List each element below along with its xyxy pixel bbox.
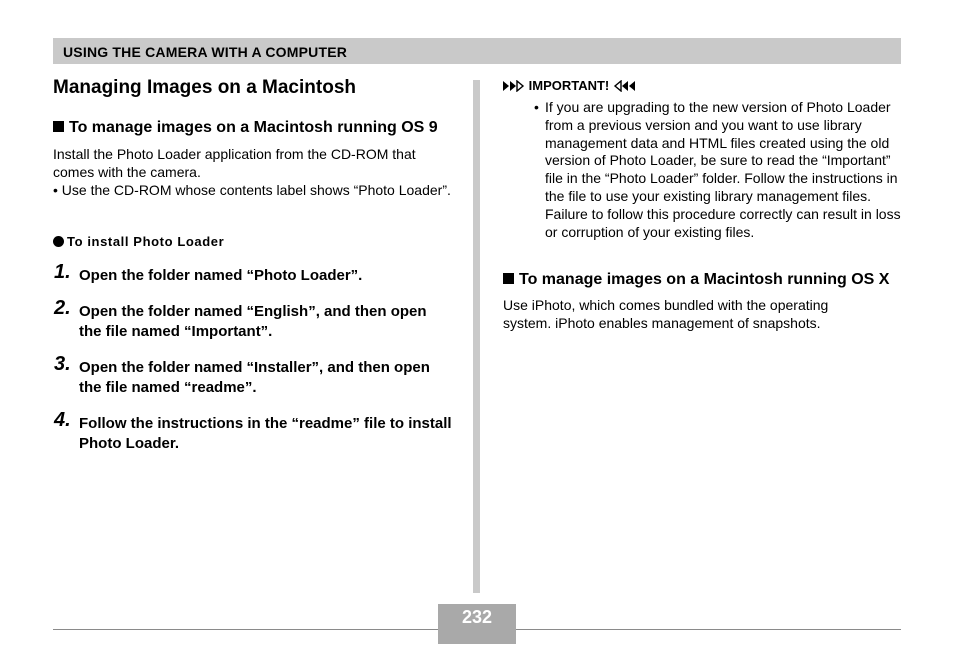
step-1 [53, 261, 453, 286]
page-number: 232 [461, 607, 493, 627]
important-bullet-text: If you are upgrading to the new version of Photo Loader from a previous version and you want to use library management data and HTML files created using the old version of Photo Loader, be sure to read the “Important” file in the “Photo Loader” folder. Follow the instructions in the file to use your existing library management files. Failure to follow this procedure correctly can result in loss or corruption of your existing files. [545, 99, 901, 240]
section-heading-osx-text: To manage images on a Macintosh running OS X [519, 271, 890, 289]
important-label [503, 77, 903, 95]
step-4-number: 4. [54, 409, 71, 431]
bullet-icon: • [53, 182, 58, 198]
page-number-box [438, 604, 516, 644]
important-label-text: IMPORTANT! [528, 78, 610, 93]
step-3 [53, 353, 453, 398]
right-column [503, 77, 903, 332]
square-bullet-icon [503, 273, 514, 284]
osx-body-text: Use iPhoto, which comes bundled with the operating system. iPhoto enables management of snapshots. [503, 297, 829, 332]
step-1-number: 1. [54, 261, 71, 283]
step-3-text: Open the folder named “Installer”, and then open the file named “readme”. [79, 359, 430, 396]
step-2-text: Open the folder named “English”, and then open the file named “Important”. [79, 303, 427, 340]
left-column [53, 76, 453, 454]
step-1-text: Open the folder named “Photo Loader”. [79, 267, 363, 284]
step-2 [53, 297, 453, 342]
bullet-icon: • [534, 99, 539, 115]
step-2-number: 2. [54, 297, 71, 319]
install-subhead-text: To install Photo Loader [67, 234, 225, 249]
running-header [53, 38, 901, 64]
section-heading-os9 [53, 118, 465, 138]
important-bullet-item [503, 99, 903, 241]
step-4-text: Follow the instructions in the “readme” file to install Photo Loader. [79, 415, 452, 452]
column-divider [473, 80, 480, 593]
circle-bullet-icon [53, 236, 64, 247]
os9-body-text: Install the Photo Loader application from the CD-ROM that comes with the camera. [53, 146, 416, 180]
page-title: Managing Images on a Macintosh [53, 77, 356, 98]
step-3-number: 3. [54, 353, 71, 375]
chevron-left-icon [613, 80, 635, 92]
section-heading-osx [503, 270, 915, 290]
section-heading-os9-text: To manage images on a Macintosh running OS 9 [69, 119, 438, 136]
chevron-right-icon [503, 80, 525, 92]
step-4 [53, 409, 453, 454]
running-header-title: USING THE CAMERA WITH A COMPUTER [63, 44, 348, 60]
os9-bullet-text: Use the CD-ROM whose contents label shows “Photo Loader”. [61, 182, 451, 198]
install-subhead [53, 233, 453, 251]
os9-bullet-item [53, 181, 453, 199]
square-bullet-icon [53, 121, 64, 132]
